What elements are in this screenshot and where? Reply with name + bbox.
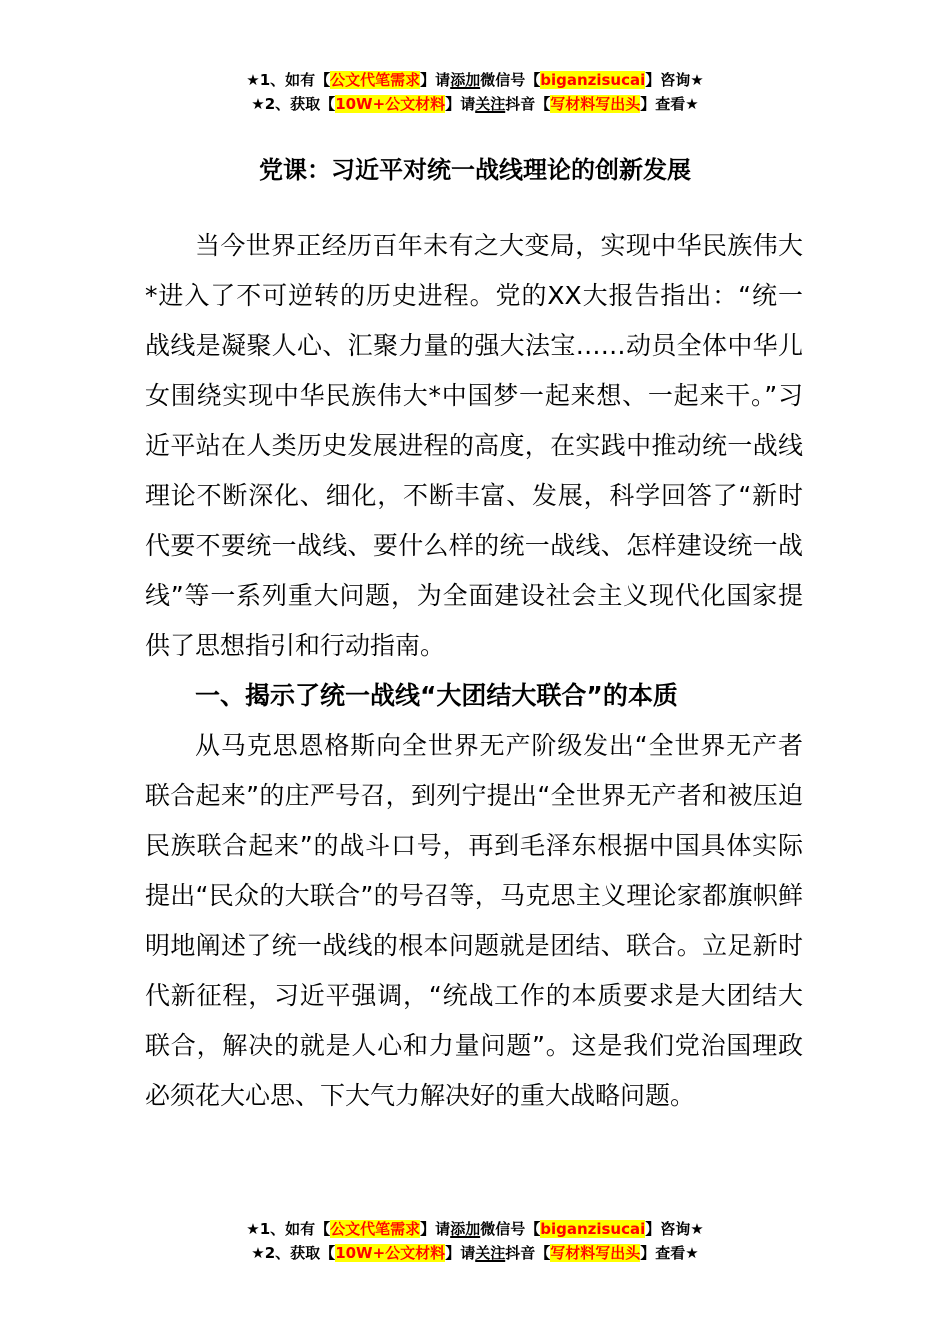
promo-line-1-mid: 】请 [420,1220,451,1238]
promo-line-1-suffix: 】咨询★ [645,1220,704,1238]
promo-line-2-suffix: 】查看★ [640,1244,699,1262]
promo-banner-top [0,68,950,116]
promo-line-2 [0,1241,950,1265]
document-title: 党课：习近平对统一战线理论的创新发展 [259,156,691,184]
promo-line-1-prefix: ★1、如有【 [246,71,331,89]
promo-line-1 [0,68,950,92]
promo-line-1-highlight-wechat: biganzisucai [540,71,646,89]
promo-banner-bottom [0,1217,950,1265]
promo-line-2 [0,92,950,116]
promo-line-2-prefix: ★2、获取【 [251,1244,336,1262]
promo-line-1-prefix: ★1、如有【 [246,1220,331,1238]
promo-line-1-highlight-service: 公文代笔需求 [330,71,421,89]
promo-line-2-highlight-materials: 10W+公文材料 [335,95,446,113]
promo-line-2-underlined: 关注 [475,1244,506,1262]
promo-line-1-highlight-wechat: biganzisucai [540,1220,646,1238]
promo-line-2-highlight-douyin: 写材料写出头 [550,1244,641,1262]
promo-line-1-mid: 】请 [420,71,451,89]
promo-line-1-underlined: 添加 [450,1220,481,1238]
promo-line-1 [0,1217,950,1241]
promo-line-2-mid2: 抖音【 [505,95,551,113]
document-body [145,221,803,1121]
promo-line-1-mid2: 微信号【 [480,1220,541,1238]
promo-line-1-mid2: 微信号【 [480,71,541,89]
promo-line-2-highlight-materials: 10W+公文材料 [335,1244,446,1262]
promo-line-1-underlined: 添加 [450,71,481,89]
intro-paragraph: 当今世界正经历百年未有之大变局，实现中华民族伟大*进入了不可逆转的历史进程。党的XX大报告指出：“统一战线是凝聚人心、汇聚力量的强大法宝……动员全体中华儿女围绕实现中华民族伟大*中国梦一起来想、一起来干。”习近平站在人类历史发展进程的高度，在实践中推动统一战线理论不断深化、细化，不断丰富、发展，科学回答了“新时代要不要统一战线、要什么样的统一战线、怎样建设统一战线”等一系列重大问题，为全面建设社会主义现代化国家提供了思想指引和行动指南。 [145,231,803,660]
promo-line-2-suffix: 】查看★ [640,95,699,113]
promo-line-2-prefix: ★2、获取【 [251,95,336,113]
promo-line-2-underlined: 关注 [475,95,506,113]
promo-line-2-mid: 】请 [445,1244,476,1262]
promo-line-2-mid2: 抖音【 [505,1244,551,1262]
promo-line-2-highlight-douyin: 写材料写出头 [550,95,641,113]
promo-line-1-highlight-service: 公文代笔需求 [330,1220,421,1238]
section-heading-1: 一、揭示了统一战线“大团结大联合”的本质 [195,681,678,710]
section-1-paragraph: 从马克思恩格斯向全世界无产阶级发出“全世界无产者联合起来”的庄严号召，到列宁提出“全世界无产者和被压迫民族联合起来”的战斗口号，再到毛泽东根据中国具体实际提出“民众的大联合”的号召等，马克思主义理论家都旗帜鲜明地阐述了统一战线的根本问题就是团结、联合。立足新时代新征程，习近平强调，“统战工作的本质要求是大团结大联合，解决的就是人心和力量问题”。这是我们党治国理政必须花大心思、下大气力解决好的重大战略问题。 [145,731,803,1110]
promo-line-2-mid: 】请 [445,95,476,113]
promo-line-1-suffix: 】咨询★ [645,71,704,89]
